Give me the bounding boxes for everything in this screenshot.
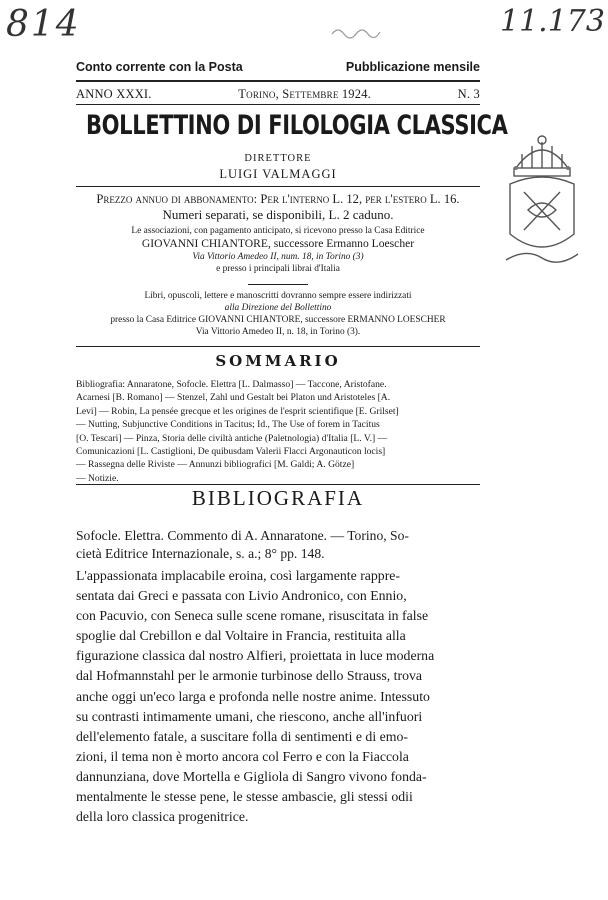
title-rule bbox=[76, 186, 480, 187]
postal-account-label: Conto corrente con la Posta bbox=[76, 60, 243, 74]
sommario-text bbox=[76, 378, 480, 485]
place-date: Torino, Settembre 1924. bbox=[238, 87, 371, 101]
correspondence-line-3: presso la Casa Editrice GIOVANNI CHIANTORE, successore ERMANNO LOESCHER bbox=[110, 315, 446, 325]
sommario-line: — Notizie. bbox=[76, 472, 119, 484]
body-line: dannunziana, dove Mortella e Gigliola di Sangro vivono fonda- bbox=[76, 768, 427, 784]
correspondence-line-1: Libri, opuscoli, lettere e manoscritti dovranno sempre essere indirizzati bbox=[144, 291, 412, 301]
body-line: con Pacuvio, con Seneca sulle scene romane, risuscitata in false bbox=[76, 608, 429, 624]
subscription-price: Prezzo annuo di abbonamento: Per l'interno L. 12, per l'estero L. 16. bbox=[96, 192, 460, 206]
booksellers-note: e presso i principali librai d'Italia bbox=[216, 264, 340, 274]
subscription-info bbox=[76, 192, 480, 275]
body-line: spoglie dal Crebillon e dal Voltaire in Francia, restituita alla bbox=[76, 628, 406, 644]
sommario-line: Levi] — Robin, La pensée grecque et les origines de l'esprit scientifique [E. Grilset] bbox=[76, 405, 399, 417]
single-issue-price: Numeri separati, se disponibili, L. 2 caduno. bbox=[162, 207, 394, 222]
sommario-line: Comunicazioni [L. Castiglioni, De quibusdam Valerii Flacci Argonauticon locis] bbox=[76, 446, 386, 458]
sommario-line: — Nutting, Subjunctive Conditions in Tacitus; Id., The Use of forem in Tacitus bbox=[76, 419, 380, 431]
sommario-line: [O. Tescari] — Pinza, Storia delle civiltà antiche (Paletnologia) d'Italia [L. V.] — bbox=[76, 432, 388, 444]
review-entry-line-2: cietà Editrice Internazionale, s. a.; 8° pp. 148. bbox=[76, 546, 325, 561]
body-line: dell'elemento fatale, a suscitare folla di sentimenti e di emo- bbox=[76, 728, 408, 744]
top-rule bbox=[76, 80, 480, 82]
library-crest-stamp-icon bbox=[496, 130, 588, 280]
publication-frequency-label: Pubblicazione mensile bbox=[345, 60, 480, 74]
body-line: dal Hofmannstahl per le armonie turbinose dello Strauss, trova bbox=[76, 668, 422, 684]
correspondence-line-2: alla Direzione del Bollettino bbox=[224, 303, 332, 313]
journal-title: BOLLETTINO DI FILOLOGIA CLASSICA bbox=[86, 110, 508, 141]
review-entry bbox=[76, 527, 480, 563]
year-label: ANNO XXXI. bbox=[76, 87, 152, 101]
director-label: DIRETTORE bbox=[244, 153, 312, 164]
body-line: mentalmente le stesse pene, le stesse ambascie, gli stessi odii bbox=[76, 789, 413, 805]
correspondence-line-4: Via Vittorio Amedeo II, n. 18, in Torino (3). bbox=[195, 327, 361, 337]
body-line: L'appassionata implacabile eroina, così largamente rappre- bbox=[76, 568, 401, 583]
short-divider bbox=[248, 284, 308, 285]
body-line: figurazione classica dal nostro Alfieri, proiettata in luce moderna bbox=[76, 648, 435, 664]
body-line: sentata dai Greci e passata con Livio Andronico, con Ennio, bbox=[76, 588, 407, 604]
review-entry-line-1: Sofocle. Elettra. Commento di A. Annaratone. — Torino, So- bbox=[76, 528, 409, 543]
sommario-heading: SOMMARIO bbox=[215, 352, 341, 370]
body-line: zioni, il tema non è morto ancora col Ferro e con la Fiaccola bbox=[76, 748, 409, 764]
review-body bbox=[76, 566, 480, 827]
dateline bbox=[76, 87, 480, 102]
director-name: LUIGI VALMAGGI bbox=[219, 167, 337, 181]
issue-number: N. 3 bbox=[457, 87, 480, 101]
sommario-line: — Rassegna delle Riviste — Annunzi bibliografici [M. Galdi; A. Götze] bbox=[76, 459, 355, 471]
subscription-note: Le associazioni, con pagamento anticipato, si ricevono presso la Casa Editrice bbox=[131, 226, 425, 236]
sommario-line: Bibliografia: Annaratone, Sofocle. Elettra [L. Dalmasso] — Taccone, Aristofane. bbox=[76, 379, 387, 390]
body-line: su contrasti intimamente umani, che riescono, anche all'infuori bbox=[76, 708, 423, 724]
faint-scribble bbox=[330, 24, 390, 40]
body-line: anche oggi un'eco larga e profonda nelle nostre anime. Intessuto bbox=[76, 688, 430, 704]
body-line: della loro classica progenitrice. bbox=[76, 809, 249, 825]
sommario-rule bbox=[76, 346, 480, 347]
handwritten-number-left: 814 bbox=[6, 4, 81, 45]
top-bar bbox=[76, 60, 480, 74]
correspondence-info bbox=[76, 290, 480, 338]
publisher-address: Via Vittorio Amedeo II, num. 18, in Torino (3) bbox=[192, 252, 364, 262]
bibliografia-heading: BIBLIOGRAFIA bbox=[191, 486, 365, 510]
publisher-name: GIOVANNI CHIANTORE, successore Ermanno Loescher bbox=[141, 237, 415, 250]
sommario-bottom-rule bbox=[76, 484, 480, 485]
handwritten-number-right: 11.173 bbox=[500, 4, 605, 39]
sommario-line: Acarnesi [B. Romano] — Stenzel, Zahl und Gestalt bei Platon und Aristoteles [A. bbox=[76, 392, 391, 404]
dateline-rule bbox=[76, 104, 480, 105]
